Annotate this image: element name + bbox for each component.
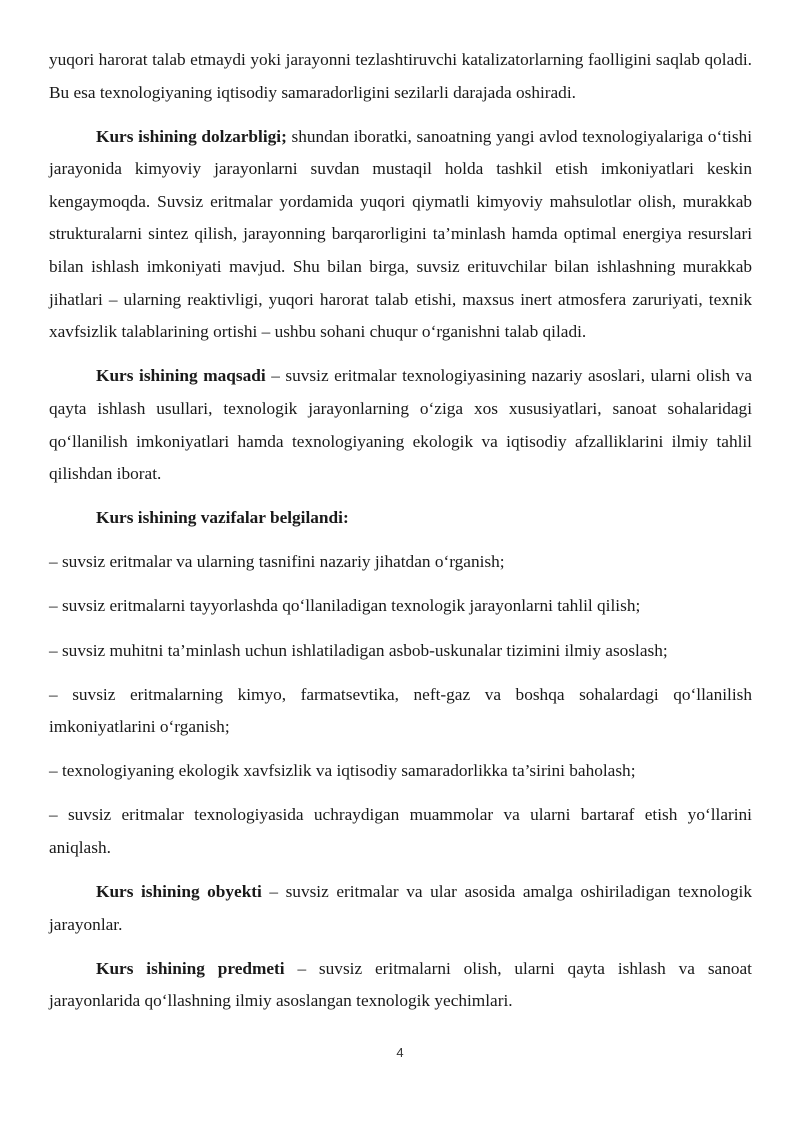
- page-number: 4: [396, 1045, 404, 1060]
- relevance-heading: Kurs ishining dolzarbligi;: [96, 126, 287, 146]
- object-text: – suvsiz eritmalar va ular asosida amalga oshiriladigan texnologik jarayonlar.: [49, 882, 753, 934]
- document-page: [49, 44, 752, 1029]
- task-item: [49, 635, 752, 668]
- subject-text: – suvsiz eritmalarni olish, ularni qayta ishlash va sanoat jarayonlarida qo‘llashning ilmiy asoslangan texnologik yechimlari.: [49, 958, 752, 1011]
- paragraph-text: yuqori harorat talab etmaydi yoki jarayonni tezlashtiruvchi katalizatorlarning faolligini saqlab qoladi. Bu esa texnologiyaning iqtisodiy samaradorligini sezilarli darajada oshiradi.: [49, 50, 752, 102]
- task-item: [49, 799, 752, 864]
- goal-text: – suvsiz eritmalar texnologiyasining nazariy asoslari, ularni olish va qayta ishlash usullari, texnologik jarayonlarning o‘ziga xos xususiyatlari, sanoat sohalaridagi qo‘llanilish imkoniyatlari hamda texnologiyaning ekologik va iqtisodiy afzalliklarini ilmiy tahlil qilishdan iborat.: [49, 366, 752, 484]
- task-item-text: – suvsiz muhitni ta’minlash uchun ishlatiladigan asbob-uskunalar tizimini ilmiy asoslash;: [49, 640, 668, 660]
- task-item: [49, 546, 752, 579]
- object-heading: Kurs ishining obyekti: [96, 882, 262, 902]
- task-item-text: – suvsiz eritmalar va ularning tasnifini nazariy jihatdan o‘rganish;: [49, 552, 505, 572]
- tasks-heading: [49, 502, 752, 535]
- task-item-text: – suvsiz eritmalarning kimyo, farmatsevtika, neft-gaz va boshqa sohalardagi qo‘llanilish imkoniyatlarini o‘rganish;: [49, 684, 752, 737]
- task-item: [49, 679, 752, 744]
- relevance-text: shundan iboratki, sanoatning yangi avlod texnologiyalariga o‘tishi jarayonida kimyoviy jarayonlarni suvdan mustaqil holda tashkil etish imkoniyatlari keskin kengaymoqda. Suvsiz eritmalar yordamida yuqori qiymatli kimyoviy mahsulotlar olish, murakkab strukturalarni sintez qilish, jarayonning barqarorligini ta’minlash hamda optimal energiya resurslari bilan ishlash imkoniyati mavjud. Shu bilan birga, suvsiz erituvchilar bilan ishlashning murakkab jihatlari – ularning reaktivligi, yuqori harorat talab etishi, maxsus inert atmosfera zaruriyati, texnik xavfsizlik talablarining ortishi – ushbu sohani chuqur o‘rganishni talab qiladi.: [49, 126, 753, 342]
- relevance-paragraph: [49, 121, 752, 349]
- subject-heading: Kurs ishining predmeti: [96, 958, 285, 978]
- goal-heading: Kurs ishining maqsadi: [96, 366, 266, 386]
- task-item-text: – suvsiz eritmalarni tayyorlashda qo‘llaniladigan texnologik jarayonlarni tahlil qilish;: [49, 596, 641, 616]
- subject-paragraph: [49, 953, 752, 1018]
- task-item: [49, 755, 752, 788]
- body-paragraph-continuation: [49, 44, 752, 109]
- task-item: [49, 590, 752, 623]
- tasks-heading-text: Kurs ishining vazifalar belgilandi:: [96, 508, 349, 528]
- task-item-text: – texnologiyaning ekologik xavfsizlik va iqtisodiy samaradorlikka ta’sirini baholash;: [49, 761, 636, 781]
- goal-paragraph: [49, 360, 752, 490]
- object-paragraph: [49, 876, 752, 941]
- task-item-text: – suvsiz eritmalar texnologiyasida uchraydigan muammolar va ularni bartaraf etish yo‘llarini aniqlash.: [49, 805, 752, 857]
